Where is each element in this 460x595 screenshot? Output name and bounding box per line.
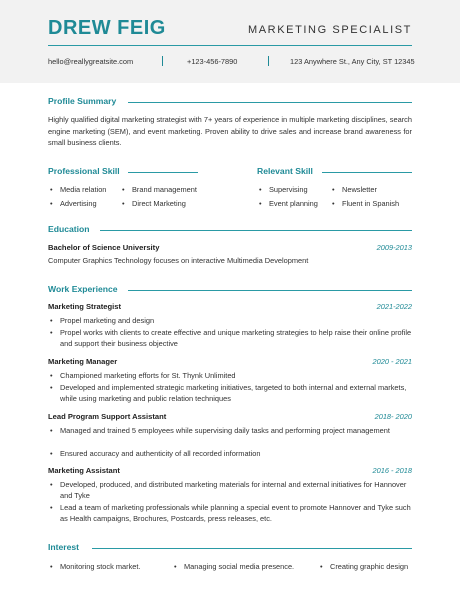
job-role: MARKETING SPECIALIST [247, 24, 412, 36]
job-dates: 2020 - 2021 [372, 357, 412, 366]
interest-heading: Interest [48, 542, 80, 552]
interest-item: • Creating graphic design [318, 561, 408, 572]
skill-item: • Fluent in Spanish [330, 198, 399, 209]
section-divider [100, 230, 412, 231]
job-bullet: • Propel marketing and design [48, 315, 412, 326]
skill-item: • Supervising [257, 184, 308, 195]
job-bullet: • Lead a team of marketing professionals while planning a special event to promote Hannover and Tyke such as Health campaigns, Brochures, Postcards, press releases, etc. [48, 502, 412, 524]
section-divider [128, 102, 412, 103]
job-title: Lead Program Support Assistant [48, 412, 167, 421]
contact-phone: +123-456-7890 [187, 57, 238, 66]
skill-item: • Brand management [120, 184, 197, 195]
skill-item: • Media relation [48, 184, 106, 195]
job-bullet: • Championed marketing efforts for St. Thynk Unlimited [48, 370, 412, 381]
contact-email: hello@reallygreatsite.com [48, 57, 134, 66]
job-bullet: • Developed and implemented strategic marketing initiatives, targeted to both internal and external markets, while using marketing and public relation techniques [48, 382, 412, 404]
professional-skill-heading: Professional Skill [48, 166, 120, 176]
job-title: Marketing Manager [48, 357, 118, 366]
resume-header [0, 0, 460, 83]
education-description: Computer Graphics Technology focuses on interactive Multimedia Development [48, 256, 309, 265]
profile-summary-heading: Profile Summary [48, 96, 117, 106]
skill-item: • Event planning [257, 198, 318, 209]
job-title: Marketing Strategist [48, 302, 122, 311]
section-divider [92, 548, 412, 549]
interest-item: • Monitoring stock market. [48, 561, 141, 572]
skill-item: • Direct Marketing [120, 198, 186, 209]
education-dates: 2009-2013 [376, 243, 412, 252]
job-dates: 2021-2022 [376, 302, 412, 311]
skill-item: • Advertising [48, 198, 97, 209]
work-experience-heading: Work Experience [48, 284, 118, 294]
contact-separator [268, 56, 269, 66]
contact-separator [162, 56, 163, 66]
profile-summary-text: Highly qualified digital marketing strategist with 7+ years of experience in multiple marketing disciplines, search engine marketing (SEM), and event marketing. Proven ability to drive sales and increase brand awareness for small business clients. [48, 115, 412, 148]
education-heading: Education [48, 224, 90, 234]
section-divider [128, 172, 198, 173]
skill-item: • Newsletter [330, 184, 377, 195]
job-bullet: • Developed, produced, and distributed marketing materials for internal and external initiatives for Hannover and Tyke [48, 479, 412, 501]
relevant-skill-heading: Relevant Skill [257, 166, 313, 176]
section-divider [322, 172, 412, 173]
job-bullet: • Ensured accuracy and authenticity of all recorded information [48, 448, 412, 459]
header-divider [48, 45, 412, 46]
job-bullet: • Propel works with clients to create effective and unique marketing strategies to help raise their online profile and support their business objective [48, 327, 412, 349]
job-title: Marketing Assistant [48, 466, 120, 475]
job-dates: 2018- 2020 [374, 412, 412, 421]
job-bullet: • Managed and trained 5 employees while supervising daily tasks and performing project management [48, 425, 412, 436]
education-degree: Bachelor of Science University [48, 243, 160, 252]
job-dates: 2016 - 2018 [372, 466, 412, 475]
interest-item: • Managing social media presence. [172, 561, 294, 572]
contact-address: 123 Anywhere St., Any City, ST 12345 [290, 57, 415, 66]
candidate-name: DREW FEIG [48, 17, 166, 39]
section-divider [128, 290, 412, 291]
